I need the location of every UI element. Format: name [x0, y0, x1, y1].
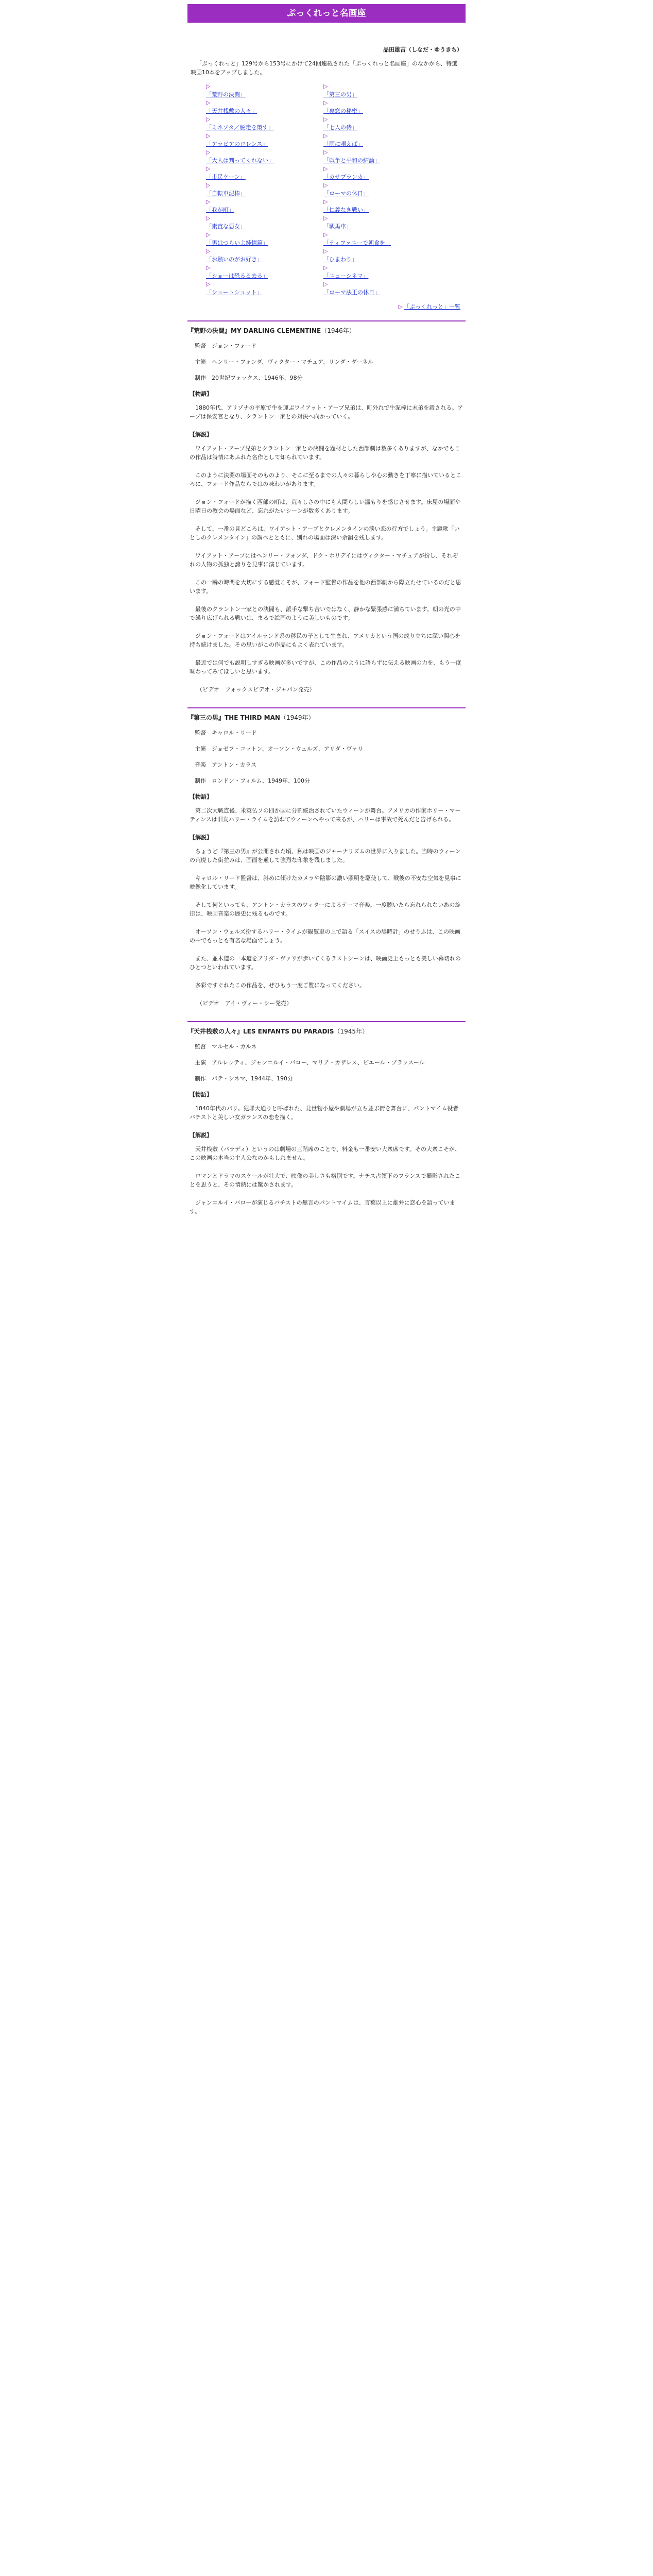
director-row: [195, 1042, 466, 1051]
toc-item: [323, 115, 432, 131]
arrow-icon: ▷: [206, 248, 211, 255]
arrow-icon: ▷: [323, 182, 328, 189]
music-value: アントン・カラス: [212, 761, 257, 768]
arrow-icon: ▷: [323, 215, 328, 222]
cast-row: [195, 1058, 466, 1067]
toc-link[interactable]: 「我が町」: [206, 207, 234, 213]
music-label: 音楽: [195, 761, 206, 768]
comment-paragraph: 最後のクラントン一家との決闘も、派手な撃ち合いではなく、静かな緊張感に満ちています。朝の光の中で繰り広げられる戦いは、まるで絵画のように美しいものです。: [190, 606, 461, 621]
story-heading: 【物語】: [190, 793, 212, 800]
arrow-icon: ▷: [206, 99, 211, 106]
toc-link[interactable]: 「カサブランカ」: [323, 174, 369, 180]
film-section: [187, 1021, 466, 1216]
toc-item: [206, 197, 314, 214]
arrow-icon: ▷: [323, 83, 328, 90]
toc-link[interactable]: 「駅馬車」: [323, 223, 352, 230]
comment-paragraph: 天井桟敷（パラディ）というのは劇場の三階席のことで、料金も一番安い大衆席です。その大衆こそが、この映画の本当の主人公なのかもしれません。: [190, 1146, 461, 1161]
site-title-banner: [187, 4, 466, 23]
comment-paragraph: ジャン＝ルイ・バローが演じるバチストの無言のパントマイムは、言葉以上に雄弁に恋心を語っています。: [190, 1199, 455, 1215]
toc-item: [323, 247, 432, 263]
arrow-icon: ▷: [398, 303, 403, 310]
toc-link[interactable]: 「市民ケーン」: [206, 174, 246, 180]
intro-text: 「ぷっくれっと」129号から153号にかけて24回連載された「ぷっくれっと名画座」のなかから、特選映画10本をアップしました。: [191, 60, 457, 76]
arrow-icon: ▷: [206, 264, 211, 271]
arrow-icon: ▷: [323, 281, 328, 287]
toc-link[interactable]: 「大人は判ってくれない」: [206, 157, 274, 164]
film-title-text: 『天井桟敷の人々』LES ENFANTS DU PARADIS: [187, 1028, 334, 1035]
toc-link[interactable]: 「ローマの休日」: [323, 190, 369, 197]
toc-link[interactable]: 「ニューシネマ」: [323, 273, 369, 279]
toc-link[interactable]: 「裏窓の秘密」: [323, 108, 363, 114]
film-title-text: 『第三の男』THE THIRD MAN: [187, 714, 280, 721]
toc-link[interactable]: 「ショーは恐るる去る」: [206, 273, 268, 279]
comment-paragraph: ワイアット・アープ兄弟とクラントン一家との決闘を題材とした西部劇は数多くありますが、なかでもこの作品は詩情にあふれた名作として知られています。: [190, 445, 460, 461]
arrow-icon: ▷: [206, 132, 211, 139]
director-row: [195, 342, 466, 350]
cast-value: アルレッティ、ジャン＝ルイ・バロー、マリア・カザレス、ピエール・ブラッスール: [212, 1059, 425, 1066]
film-section: [187, 707, 466, 1008]
toc-link[interactable]: 「ローマ法王の休日」: [323, 289, 380, 296]
director-row: [195, 728, 466, 737]
director-value: ジョン・フォード: [212, 343, 257, 349]
film-title: [187, 714, 466, 722]
toc-link[interactable]: 「素直な悪女」: [206, 223, 246, 230]
director-value: マルセル・カルネ: [212, 1043, 257, 1050]
video-credit: （ビデオ フォックスビデオ・ジャパン発売）: [197, 686, 315, 693]
comment-heading: 【解説】: [190, 431, 212, 438]
toc-item: [206, 98, 314, 115]
cast-value: ジョゼフ・コットン、オーソン・ウェルズ、アリダ・ヴァリ: [212, 745, 364, 752]
arrow-icon: ▷: [323, 132, 328, 139]
story-text: 第二次大戦直後、米英仏ソの四か国に分割統治されていたウィーンが舞台。アメリカの作家ホリー・マーティンスは旧友ハリー・ライムを訪ねてウィーンへやって来るが、ハリーは事故で死んだと告げられる。: [190, 807, 461, 823]
production-row: [195, 374, 466, 382]
production-label: 制作: [195, 1075, 206, 1082]
toc-link[interactable]: 「ショートショット」: [206, 289, 263, 296]
arrow-icon: ▷: [206, 281, 211, 287]
comment-paragraph: キャロル・リード監督は、斜めに傾けたカメラや陰影の濃い照明を駆使して、戦後の不安な空気を見事に映像化しています。: [190, 875, 461, 890]
toc-item: [206, 247, 314, 263]
production-row: [195, 776, 466, 785]
author-name: 品田雄吉（しなだ・ゆうきち）: [383, 46, 462, 53]
arrow-icon: ▷: [206, 182, 211, 189]
music-row: [195, 760, 466, 769]
toc-column-left: [206, 82, 314, 296]
toc-item: [206, 230, 314, 247]
section-divider: [187, 320, 466, 321]
comment-paragraph: そして、一番の見どころは、ワイアット・アープとクレメンタインの淡い恋の行方でしょう。主題歌「いとしのクレメンタイン」の調べとともに、別れの場面は深い余韻を残します。: [190, 526, 460, 541]
film-title: [187, 1027, 466, 1036]
director-label: 監督: [195, 343, 206, 349]
comment-paragraph: そして何といっても、アントン・カラスのツィターによるテーマ音楽。一度聴いたら忘れられないあの旋律は、映画音楽の歴史に残るものです。: [190, 902, 461, 917]
production-label: 制作: [195, 777, 206, 784]
toc-item: [206, 181, 314, 197]
toc-item: [323, 82, 432, 98]
story-heading: 【物語】: [190, 391, 212, 397]
toc-item: [323, 280, 432, 296]
film-year: （1949年）: [280, 714, 315, 721]
film-year: （1946年）: [321, 327, 355, 334]
comment-heading: 【解説】: [190, 1132, 212, 1139]
comment-paragraph: このように決闘の場面そのものより、そこに至るまでの人々の暮らしや心の動きを丁寧に描いているところに、フォード作品ならではの味わいがあります。: [190, 472, 461, 487]
toc-item: [206, 115, 314, 131]
toc-link[interactable]: 「ティファニーで朝食を」: [323, 240, 391, 246]
toc-item: [323, 197, 432, 214]
toc-link[interactable]: 「第三の男」: [323, 91, 357, 98]
arrow-icon: ▷: [206, 116, 211, 123]
toc-link[interactable]: 「ミネソタ／脱走を策す」: [206, 124, 274, 131]
arrow-icon: ▷: [206, 83, 211, 90]
film-section: [187, 320, 466, 694]
toc-link[interactable]: 「七人の侍」: [323, 124, 357, 131]
comment-paragraph: また、並木道の一本道をアリダ・ヴァリが歩いてくるラストシーンは、映画史上もっとも美しい幕切れのひとつといわれています。: [190, 955, 461, 971]
video-credit: （ビデオ アイ・ヴィー・シー発売）: [197, 1000, 293, 1007]
comment-paragraph: この一瞬の時間を大切にする感覚こそが、フォード監督の作品を他の西部劇から際立たせているのだと思います。: [190, 579, 461, 595]
story-text: 1840年代のパリ。犯罪大通りと呼ばれた、見世物小屋や劇場が立ち並ぶ街を舞台に、パントマイム役者バチストと美しい女ガランスの恋を描く。: [190, 1105, 459, 1121]
comment-paragraph: ロマンとドラマのスケールが壮大で、映像の美しさも格別です。ナチス占領下のフランスで撮影されたことを思うと、その情熱には驚かされます。: [190, 1173, 460, 1188]
toc-item: [323, 98, 432, 115]
comment-paragraph: 多彩ですぐれたこの作品を、ぜひもう一度ご覧になってください。: [195, 982, 365, 989]
story-heading: 【物語】: [190, 1091, 212, 1098]
arrow-icon: ▷: [206, 231, 211, 238]
toc-item: [206, 148, 314, 164]
film-list: [187, 320, 466, 1216]
director-label: 監督: [195, 1043, 206, 1050]
comment-paragraph: ちょうど『第三の男』が公開された頃、私は映画のジャーナリズムの世界に入りました。当時のウィーンの荒廃した街並みは、画面を通して強烈な印象を残しました。: [190, 848, 461, 863]
film-title: [187, 327, 466, 335]
page: [187, 4, 466, 1216]
booklet-list-link[interactable]: 「ぷっくれっと」一覧: [404, 303, 460, 310]
production-row: [195, 1074, 466, 1083]
cast-value: ヘンリー・フォンダ、ヴィクター・マチュア、リンダ・ダーネル: [212, 359, 374, 365]
comment-heading: 【解説】: [190, 834, 212, 841]
comment-paragraph: ジョン・フォードはアイルランド系の移民の子として生まれ、アメリカという国の成り立ちに深い関心を持ち続けました。その思いがこの作品にもよく表れています。: [190, 633, 461, 648]
arrow-icon: ▷: [323, 99, 328, 106]
toc-link[interactable]: 「男はつらいよ純情篇」: [206, 240, 268, 246]
story-text: 1880年代、アリゾナの平原で牛を運ぶワイアット・アープ兄弟は、町外れで牛泥棒に末弟を殺される。アープは保安官となり、クラントン一家との対決へ向かっていく。: [190, 404, 463, 420]
arrow-icon: ▷: [323, 165, 328, 172]
site-title: ぷっくれっと名画座: [287, 8, 366, 19]
arrow-icon: ▷: [323, 116, 328, 123]
production-label: 制作: [195, 375, 206, 381]
arrow-icon: ▷: [323, 248, 328, 255]
cast-label: 主演: [195, 745, 206, 752]
director-value: キャロル・リード: [212, 730, 257, 736]
section-divider: [187, 1021, 466, 1022]
arrow-icon: ▷: [323, 264, 328, 271]
toc-item: [323, 214, 432, 230]
toc-item: [206, 214, 314, 230]
toc-item: [206, 280, 314, 296]
arrow-icon: ▷: [323, 198, 328, 205]
section-divider: [187, 707, 466, 708]
film-title-text: 『荒野の決闘』MY DARLING CLEMENTINE: [187, 327, 321, 334]
arrow-icon: ▷: [323, 149, 328, 156]
production-value: パテ・シネマ、1944年、190分: [212, 1075, 293, 1082]
toc-link[interactable]: 「荒野の決闘」: [206, 91, 246, 98]
arrow-icon: ▷: [323, 231, 328, 238]
toc-link[interactable]: 「ひまわり」: [323, 256, 357, 263]
cast-row: [195, 358, 466, 366]
production-value: ロンドン・フィルム、1949年、100分: [212, 777, 310, 784]
toc-link[interactable]: 「雨に唄えば」: [323, 141, 363, 147]
toc-item: [323, 131, 432, 148]
comment-paragraph: オーソン・ウェルズ扮するハリー・ライムが観覧車の上で語る「スイスの鳩時計」のせりふは、この映画の中でもっとも有名な場面でしょう。: [190, 928, 461, 944]
toc-item: [323, 181, 432, 197]
arrow-icon: ▷: [206, 165, 211, 172]
toc-item: [206, 82, 314, 98]
film-credits: [195, 342, 466, 382]
film-year: （1945年）: [334, 1028, 369, 1035]
toc-link[interactable]: 「自転車泥棒」: [206, 190, 246, 197]
arrow-icon: ▷: [206, 215, 211, 222]
comment-paragraph: ワイアット・アープにはヘンリー・フォンダ、ドク・ホリデイにはヴィクター・マチュアが扮し、それぞれの人物の孤独と誇りを見事に演じています。: [190, 552, 458, 568]
film-credits: [195, 728, 466, 785]
top-link-row: [193, 302, 460, 311]
toc-item: [206, 131, 314, 148]
toc-item: [323, 148, 432, 164]
toc-item: [206, 164, 314, 181]
toc-item: [323, 164, 432, 181]
director-label: 監督: [195, 730, 206, 736]
arrow-icon: ▷: [206, 149, 211, 156]
toc-link[interactable]: 「アラビアのロレンス」: [206, 141, 268, 147]
toc-item: [323, 263, 432, 280]
production-value: 20世紀フォックス、1946年、98分: [212, 375, 303, 381]
toc-item: [206, 263, 314, 280]
comment-paragraph: 最近では何でも説明しすぎる映画が多いですが、この作品のように語らずに伝える映画の力を、もう一度味わってみてほしいと思います。: [190, 659, 461, 675]
toc-link[interactable]: 「お熱いのがお好き」: [206, 256, 263, 263]
comment-paragraph: ジョン・フォードが描く西部の町は、荒々しさの中にも人間らしい温もりを感じさせます。床屋の場面や日曜日の教会の場面など、忘れがたいシーンが数多くあります。: [190, 499, 461, 514]
toc-column-right: [323, 82, 432, 296]
table-of-contents: [206, 82, 466, 296]
cast-label: 主演: [195, 1059, 206, 1066]
arrow-icon: ▷: [206, 198, 211, 205]
cast-row: [195, 744, 466, 753]
toc-link[interactable]: 「天井桟敷の人々」: [206, 108, 257, 114]
film-credits: [195, 1042, 466, 1083]
cast-label: 主演: [195, 359, 206, 365]
toc-link[interactable]: 「戦争と平和の結論」: [323, 157, 380, 164]
toc-link[interactable]: 「仁義なき戦い」: [323, 207, 369, 213]
toc-item: [323, 230, 432, 247]
